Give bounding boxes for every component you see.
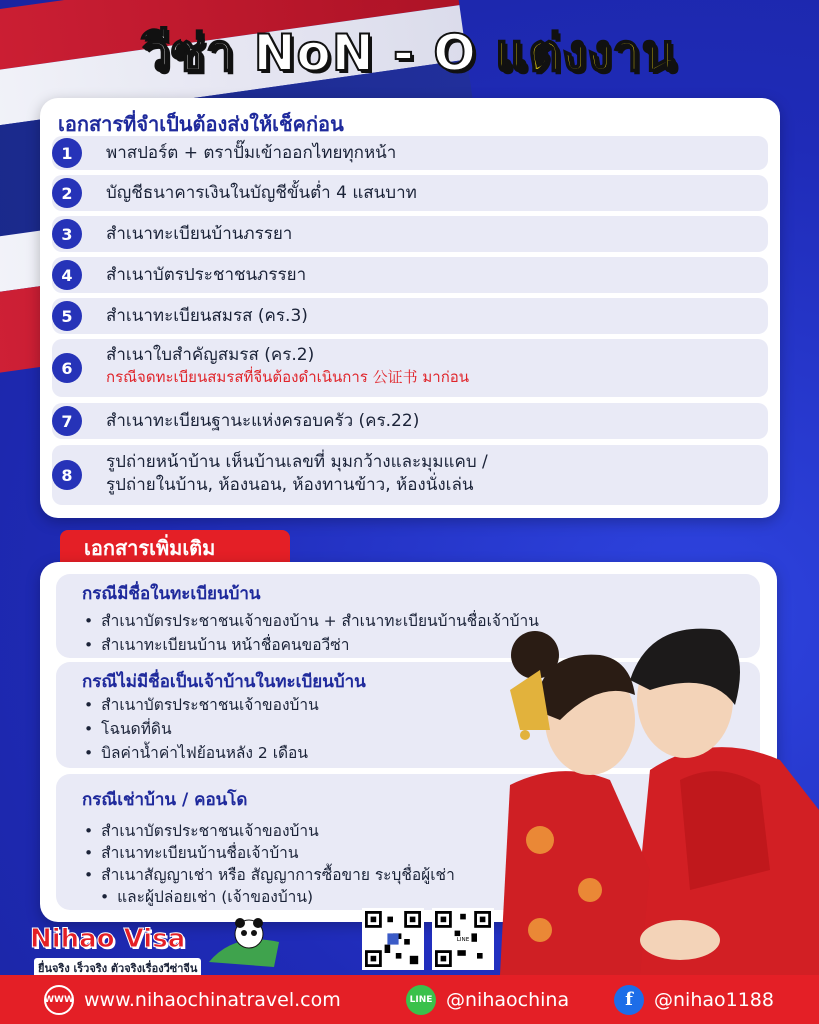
wedding-couple-image [480, 610, 819, 975]
list-item [52, 298, 768, 334]
section-title: กรณีไม่มีชื่อเป็นเจ้าบ้านในทะเบียนบ้าน [82, 672, 366, 692]
bullet-item: • สำเนาบัตรประชาชนเจ้าของบ้าน [84, 818, 319, 843]
bullet-item: • บิลค่าน้ำค่าไฟย้อนหลัง 2 เดือน [84, 740, 308, 765]
item-number: 6 [52, 353, 82, 383]
qr-line-label: LINE [456, 937, 470, 944]
list-item [52, 216, 768, 252]
footer-website[interactable] [44, 975, 341, 1024]
item-text: รูปถ่ายหน้าบ้าน เห็นบ้านเลขที่ มุมกว้างและมุมแคบ / [106, 452, 488, 472]
item-text: สำเนาทะเบียนบ้านภรรยา [106, 224, 293, 244]
logo-text: Nihao Visa [30, 924, 186, 954]
bullet-item: • สำเนาทะเบียนบ้าน หน้าชื่อคนขอวีซ่า [84, 632, 349, 657]
facebook-icon: f [614, 985, 644, 1015]
footer-line[interactable] [406, 975, 569, 1024]
list-item [52, 339, 768, 397]
section-title: กรณีมีชื่อในทะเบียนบ้าน [82, 584, 261, 604]
facebook-handle[interactable]: @nihao1188 [654, 988, 774, 1011]
item-text-group [106, 451, 488, 497]
line-handle[interactable]: @nihaochina [446, 988, 570, 1011]
bullet-item: • สำเนาทะเบียนบ้านชื่อเจ้าบ้าน [84, 840, 298, 865]
logo-slogan: ยื่นจริง เร็วจริง ตัวจริงเรื่องวีซ่าจีน [34, 958, 201, 978]
item-number: 1 [52, 138, 82, 168]
list-item [52, 257, 768, 293]
bullet-item: • สำเนาสัญญาเช่า หรือ สัญญาการซื้อขาย ระบุชื่อผู้เช่า [84, 862, 455, 887]
item-text: สำเนาใบสำคัญสมรส (คร.2) [106, 345, 315, 365]
list-item [52, 175, 768, 211]
bullet-item: • สำเนาบัตรประชาชนเจ้าของบ้าน + สำเนาทะเบียนบ้านชื่อเจ้าบ้าน [84, 608, 539, 633]
footer-facebook[interactable] [614, 975, 774, 1024]
globe-icon: WWW [44, 985, 74, 1015]
page-title [0, 14, 819, 93]
required-documents-card [40, 98, 780, 518]
item-number: 2 [52, 178, 82, 208]
item-text: พาสปอร์ต + ตราปั๊มเข้าออกไทยทุกหน้า [106, 143, 397, 163]
item-number: 3 [52, 219, 82, 249]
nihao-visa-logo [24, 918, 262, 976]
item-text: สำเนาบัตรประชาชนภรรยา [106, 265, 307, 285]
item-text: สำเนาทะเบียนสมรส (คร.3) [106, 306, 308, 326]
title-part2: แต่งงาน [495, 24, 677, 82]
bullet-item: • โฉนดที่ดิน [84, 716, 172, 741]
title-part1: วีซ่า NoN - O [142, 24, 477, 82]
item-number: 8 [52, 460, 82, 490]
item-text-line2: รูปถ่ายในบ้าน, ห้องนอน, ห้องทานข้าว, ห้องนั่งเล่น [106, 474, 474, 495]
bullet-item: • สำเนาบัตรประชาชนเจ้าของบ้าน [84, 692, 319, 717]
website-link[interactable]: www.nihaochinatravel.com [84, 988, 341, 1011]
list-item [52, 136, 768, 170]
section-title: กรณีเช่าบ้าน / คอนโด [82, 790, 248, 810]
panda-icon [204, 912, 284, 972]
list-item [52, 403, 768, 439]
item-number: 7 [52, 406, 82, 436]
item-note: กรณีจดทะเบียนสมรสที่จีนต้องดำเนินการ 公证书 มาก่อน [106, 367, 470, 386]
item-text: บัญชีธนาคารเงินในบัญชีขั้นต่ำ 4 แสนบาท [106, 183, 417, 203]
required-header: เอกสารที่จำเป็นต้องส่งให้เช็คก่อน [58, 112, 344, 136]
additional-tag: เอกสารเพิ่มเติม [60, 530, 290, 566]
item-text-group [106, 344, 469, 387]
item-number: 5 [52, 301, 82, 331]
item-text: สำเนาทะเบียนฐานะแห่งครอบครัว (คร.22) [106, 411, 420, 431]
item-number: 4 [52, 260, 82, 290]
line-icon: LINE [406, 985, 436, 1015]
qr-code-facebook[interactable] [362, 908, 424, 970]
list-item [52, 445, 768, 505]
qr-code-line[interactable] [432, 908, 494, 970]
footer-bar [0, 975, 819, 1024]
bullet-item-cont: • และผู้ปล่อยเช่า (เจ้าของบ้าน) [100, 884, 313, 909]
